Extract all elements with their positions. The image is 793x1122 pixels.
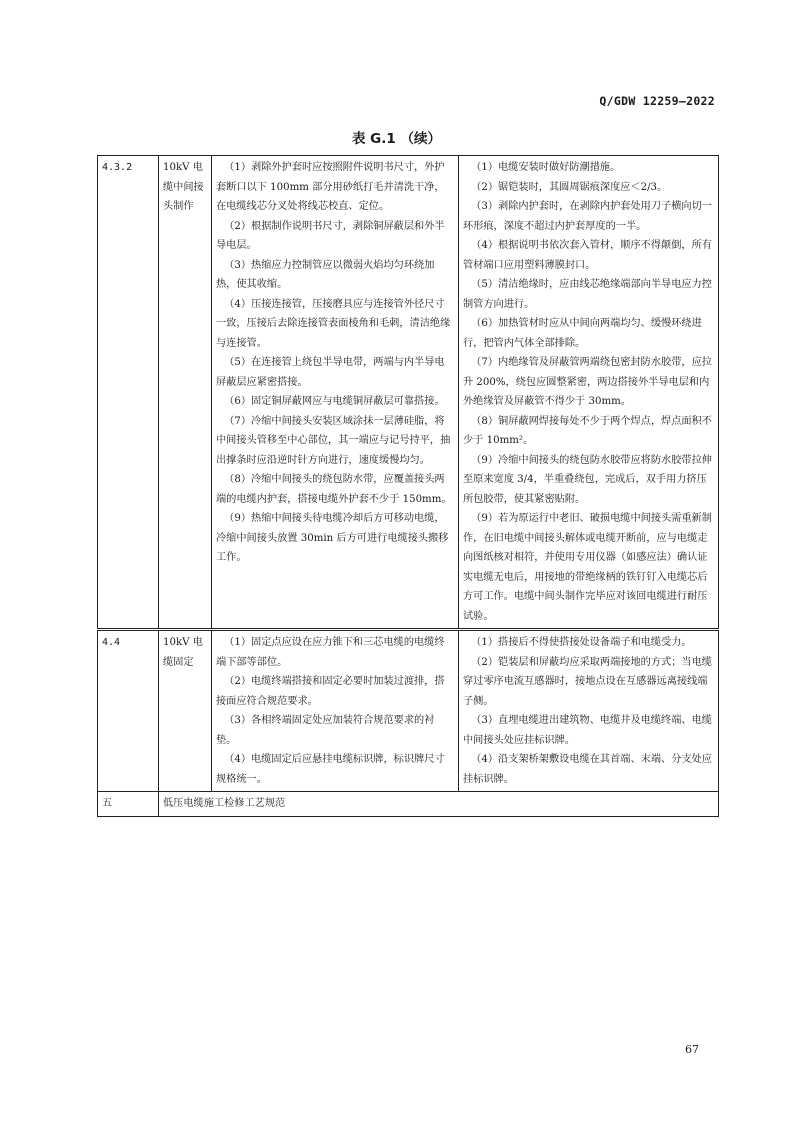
row-code: 4.3.2 — [98, 156, 159, 630]
precaution: （3）剥除内护套时，在剥除内护套处用刀子横向切一环形痕，深度不超过内护套厚度的一半。 — [463, 201, 712, 232]
precaution: （4）沿支架桥架敷设电缆在其首端、末端、分支处应挂标识牌。 — [463, 754, 712, 785]
precaution: （3）直埋电缆进出建筑物、电缆井及电缆终端、电缆中间接头处应挂标识牌。 — [463, 715, 712, 746]
requirement: （1）剥除外护套时应按照附件说明书尺寸，外护套断口以下 100mm 部分用砂纸打毛并清洗干净，在电缆线芯分叉处将线芯校直、定位。 — [216, 162, 445, 212]
row-item: 10kV 电缆中间接头制作 — [159, 156, 212, 630]
precaution: （8）铜屏蔽网焊接每处不少于两个焊点，焊点面积不少于 10mm²。 — [463, 415, 712, 446]
precautions-cell — [459, 156, 719, 630]
requirement: （8）冷缩中间接头的绕包防水带，应覆盖接头两端的电缆内护套，搭接电缆外护套不少于 150mm。 — [216, 474, 452, 505]
row-item: 10kV 电缆固定 — [159, 630, 212, 792]
precaution: （9）冷缩中间接头的绕包防水胶带应将防水胶带拉伸至原来宽度 3/4，半重叠绕包，完成后，双手用力挤压所包胶带，使其紧密贴附。 — [463, 454, 712, 505]
precaution: （2）铠装层和屏蔽均应采取两端接地的方式；当电缆穿过零序电流互感器时，接地点设在互感器远离接线端子侧。 — [463, 656, 712, 707]
requirement: （2）电缆终端搭接和固定必要时加装过渡排，搭接面应符合规范要求。 — [216, 676, 445, 707]
precaution: （6）加热管材时应从中间向两端均匀、缓慢环绕进行，把管内气体全部排除。 — [463, 318, 702, 349]
table-row — [98, 156, 719, 630]
requirement: （3）各相终端固定处应加装符合规范要求的衬垫。 — [216, 715, 435, 746]
requirement: （5）在连接管上绕包半导电带，两端与内半导电屏蔽层应紧密搭接。 — [216, 357, 445, 388]
requirement: （2）根据制作说明书尺寸，剥除铜屏蔽层和外半导电层。 — [216, 220, 445, 251]
process-requirements-cell — [212, 630, 459, 792]
precaution: （1）搭接后不得使搭接处设备端子和电缆受力。 — [471, 637, 692, 648]
process-spec-table — [97, 155, 719, 817]
precaution: （1）电缆安装时做好防潮措施。 — [471, 162, 621, 173]
requirement: （9）热缩中间接头待电缆冷却后方可移动电缆，冷缩中间接头放置 30min 后方可进行电缆接头搬移工作。 — [216, 513, 449, 563]
document-code: Q/GDW 12259—2022 — [599, 94, 715, 108]
requirement: （4）压接连接管，压接磨具应与连接管外径尺寸一致，压接后去除连接管表面棱角和毛刺，清洁绝缘与连接管。 — [216, 298, 451, 349]
requirement: （3）热缩应力控制管应以微弱火焰均匀环绕加热，使其收缩。 — [216, 259, 435, 290]
requirement: （4）电缆固定后应悬挂电缆标识牌，标识牌尺寸规格统一。 — [216, 754, 445, 785]
precaution: （5）清洁绝缘时，应由线芯绝缘端部向半导电应力控制管方向进行。 — [463, 279, 712, 310]
section-code: 五 — [98, 792, 159, 817]
precaution: （9）若为原运行中老旧、破损电缆中间接头需重新制作，在旧电缆中间接头解体或电缆开断前，应与电缆走向图纸核对相符，并使用专用仪器（如感应法）确认证实电缆无电后，用接地的带绝缘柄的铁钉钉入电缆芯后方可工作。电缆中间头制作完毕应对该回电缆进行耐压试验。 — [463, 513, 712, 622]
page-number: 67 — [685, 1043, 699, 1056]
table-title: 表 G.1 （续） — [351, 131, 441, 147]
process-requirements-cell — [212, 156, 459, 630]
row-code: 4.4 — [98, 630, 159, 792]
section-row — [98, 792, 719, 817]
requirement: （7）冷缩中间接头安装区域涂抹一层薄硅脂，将中间接头管移至中心部位，其一端应与记号持平，抽出撑条时应沿逆时针方向进行，速度缓慢均匀。 — [216, 415, 451, 466]
section-title: 低压电缆施工检修工艺规范 — [159, 792, 719, 817]
precaution: （2）锯铠装时，其圆周锯痕深度应＜2/3。 — [471, 181, 668, 193]
precaution: （7）内绝缘管及屏蔽管两端绕包密封防水胶带，应拉升 200%，绕包应圆整紧密，两边搭接外半导电层和内外绝缘管及屏蔽管不得少于 30mm。 — [463, 357, 712, 407]
precaution: （4）根据说明书依次套入管材，顺序不得颠倒，所有管材端口应用塑料薄膜封口。 — [463, 240, 712, 271]
precautions-cell — [459, 630, 719, 792]
requirement: （6）固定铜屏蔽网应与电缆铜屏蔽层可靠搭接。 — [224, 396, 445, 407]
table-row — [98, 630, 719, 792]
requirement: （1）固定点应设在应力锥下和三芯电缆的电缆终端下部等部位。 — [216, 637, 445, 668]
